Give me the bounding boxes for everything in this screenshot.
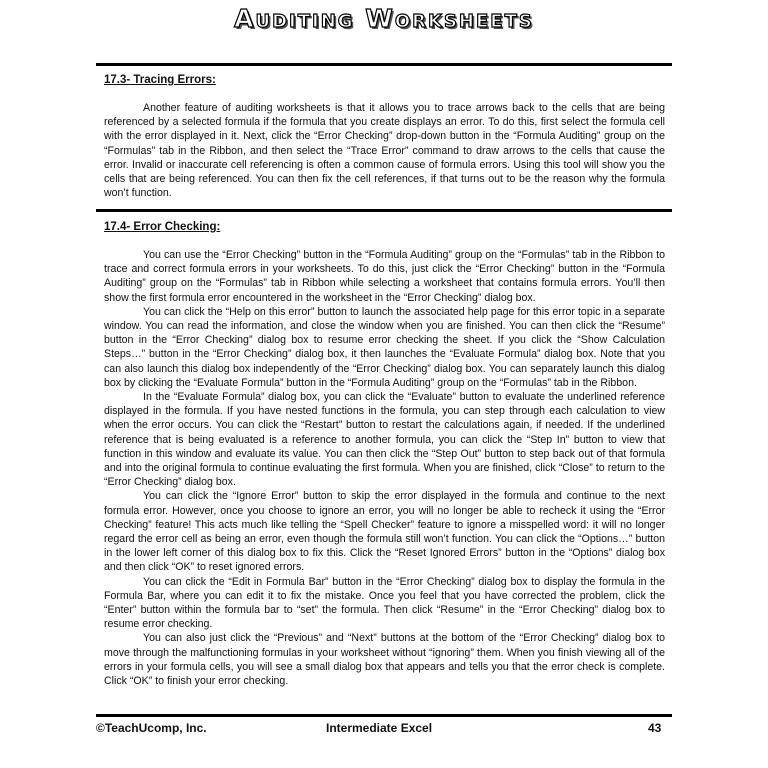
paragraph: You can click the “Help on this error” button to launch the associated help page for this error topic in a separate window. You can read the information, and close the window when you are finished. You can then click the “Resume” button in the “Error Checking” dialog box to resume error checking the sheet. If you click the “Show Calculation Steps…” button in the “Error Checking” dialog box, it then launches the “Evaluate Formula” dialog box. Note that you can also launch this dialog box independently of the “Error Checking” dialog box. You can separately launch this dialog box by clicking the “Evaluate Formula” button in the “Formula Auditing” group on the “Formulas” tab in the Ribbon. (104, 305, 665, 389)
section-body-tracing-errors (104, 101, 665, 200)
page-title: Auditing Worksheets (234, 4, 534, 33)
section-heading-tracing-errors: 17.3- Tracing Errors: (104, 74, 216, 86)
footer-book-title: Intermediate Excel (326, 721, 433, 735)
section-body-error-checking (104, 248, 665, 688)
paragraph: You can also just click the “Previous” and “Next” buttons at the bottom of the “Error Checking” dialog box to move through the malfunctioning formulas in your worksheet without “ignoring” them. When you finish viewing all of the errors in your formula cells, you will see a small dialog box that appears and tells you that the error check is complete. Click “OK” to finish your error checking. (104, 632, 665, 688)
paragraph: In the “Evaluate Formula” dialog box, you can click the “Evaluate” button to evaluate the underlined reference displayed in the formula. If you have nested functions in the formula, you can step through each calculation to view when the error occurs. You can click the “Restart” button to restart the calculations again, if needed. If the underlined reference that is being evaluated is a reference to another formula, you can click the “Step In” button to view that function in this window and evaluate its value. You can then click the “Step Out” button to step back out of that formula and into the original formula to continue evaluating the first formula. When you are finished, click “Close” to return to the “Error Checking” dialog box. (104, 391, 665, 489)
paragraph: You can click the “Ignore Error” button to skip the error displayed in the formula and continue to the next formula error. However, once you choose to ignore an error, you will no longer be able to recheck it using the “Error Checking” feature! This acts much like telling the “Spell Checker” feature to ignore a misspelled word: it will no longer regard the error cell as being an error, even though the formula still won’t function. You can click the “Options…” button in the lower left corner of this dialog box to fix this. Click the “Reset Ignored Errors” button in the “Options” dialog box and then click “OK” to reset ignored errors. (104, 490, 665, 574)
paragraph: You can click the “Edit in Formula Bar” button in the “Error Checking” dialog box to display the formula in the Formula Bar, where you can edit it to fix the mistake. Once you feel that you have corrected the problem, click the “Enter” button within the formula bar to “set” the formula. Then click “Resume” in the “Error Checking” dialog box to resume error checking. (104, 575, 665, 631)
divider-top (96, 63, 672, 66)
paragraph: Another feature of auditing worksheets is that it allows you to trace arrows back to the cells that are being referenced by a selected formula if the formula that you create displays an error. To do this, first select the formula cell with the error displayed in it. Next, click the “Error Checking” drop-down button in the “Formula Auditing” group on the “Formulas” tab in the Ribbon, and then select the “Trace Error” command to draw arrows to the cells that cause the error. Invalid or inaccurate cell referencing is often a common cause of formula errors. Using this tool will show you the cells that are being referenced. You can then fix the cell references, if that turns out to be the reason why the formula won’t function. (104, 102, 665, 200)
divider-bottom (96, 714, 672, 717)
section-heading-error-checking: 17.4- Error Checking: (104, 221, 221, 233)
paragraph: You can use the “Error Checking” button in the “Formula Auditing” group on the “Formulas” tab in the Ribbon to trace and correct formula errors in your worksheets. To do this, just click the “Error Checking” button in the “Formula Auditing” group on the “Formulas” tab in Ribbon while selecting a worksheet that contains formula errors. You’ll then show the first formula error encountered in the worksheet in the “Error Checking” dialog box. (104, 249, 665, 304)
footer-copyright: ©TeachUcomp, Inc. (96, 721, 207, 735)
divider-middle (96, 209, 672, 212)
footer-page-number: 43 (648, 721, 662, 735)
